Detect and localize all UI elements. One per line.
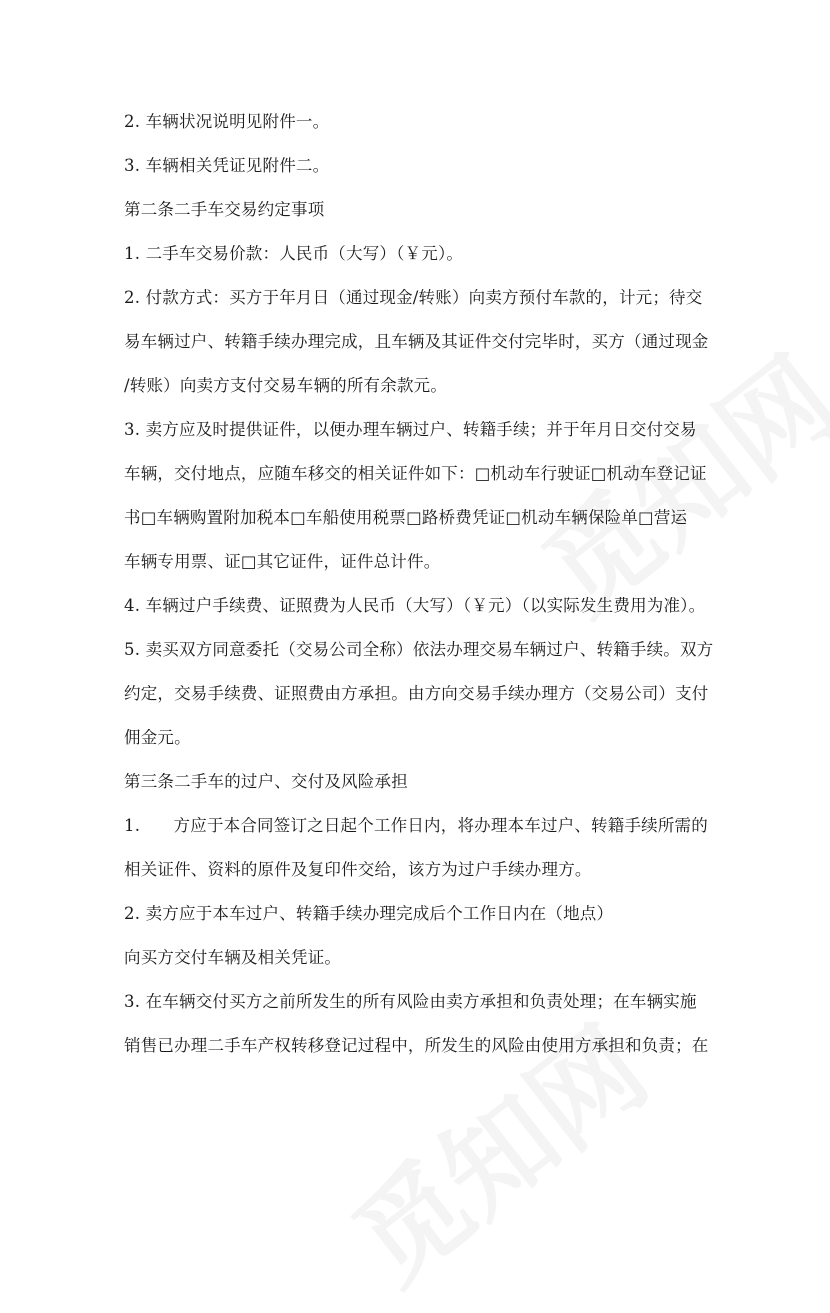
text-line: 2. 卖方应于本车过户、转籍手续办理完成后个工作日内在（地点） [124, 904, 614, 923]
text-line: 3. 在车辆交付买方之前所发生的所有风险由卖方承担和负责处理；在车辆实施 [124, 992, 697, 1011]
text-line: 车辆，交付地点，应随车移交的相关证件如下：□机动车行驶证□机动车登记证 [124, 464, 707, 483]
text-line: 约定，交易手续费、证照费由方承担。由方向交易手续办理方（交易公司）支付 [124, 684, 709, 703]
text-line: 向买方交付车辆及相关凭证。 [124, 948, 342, 967]
text-line: 1. 二手车交易价款：人民币（大写）（￥元）。 [124, 244, 464, 263]
text-line: 相关证件、资料的原件及复印件交给，该方为过户手续办理方。 [124, 860, 592, 879]
section-heading: 第二条二手车交易约定事项 [124, 200, 325, 219]
text-line: 车辆专用票、证□其它证件，证件总计件。 [124, 552, 441, 571]
text-line: 5. 卖买双方同意委托（交易公司全称）依法办理交易车辆过户、转籍手续。双方 [124, 640, 714, 659]
text-line: /转账）向卖方支付交易车辆的所有余款元。 [124, 376, 448, 395]
text-line: 1. 方应于本合同签订之日起个工作日内，将办理本车过户、转籍手续所需的 [124, 816, 708, 835]
text-line: 2. 付款方式：买方于年月日（通过现金/转账）向卖方预付车款的，计元；待交 [124, 288, 703, 307]
section-heading: 第三条二手车的过户、交付及风险承担 [124, 772, 408, 791]
document-body [124, 100, 714, 1068]
text-line: 书□车辆购置附加税本□车船使用税票□路桥费凭证□机动车辆保险单□营运 [124, 508, 688, 527]
text-line: 3. 卖方应及时提供证件，以便办理车辆过户、转籍手续；并于年月日交付交易 [124, 420, 697, 439]
text-line: 4. 车辆过户手续费、证照费为人民币（大写）（￥元）（以实际发生费用为准）。 [124, 596, 706, 615]
text-line: 3. 车辆相关凭证见附件二。 [124, 156, 330, 175]
text-line: 佣金元。 [124, 728, 191, 747]
text-line: 易车辆过户、转籍手续办理完成，且车辆及其证件交付完毕时，买方（通过现金 [124, 332, 709, 351]
text-line: 销售已办理二手车产权转移登记过程中，所发生的风险由使用方承担和负责；在 [124, 1036, 709, 1055]
text-line: 2. 车辆状况说明见附件一。 [124, 112, 330, 131]
